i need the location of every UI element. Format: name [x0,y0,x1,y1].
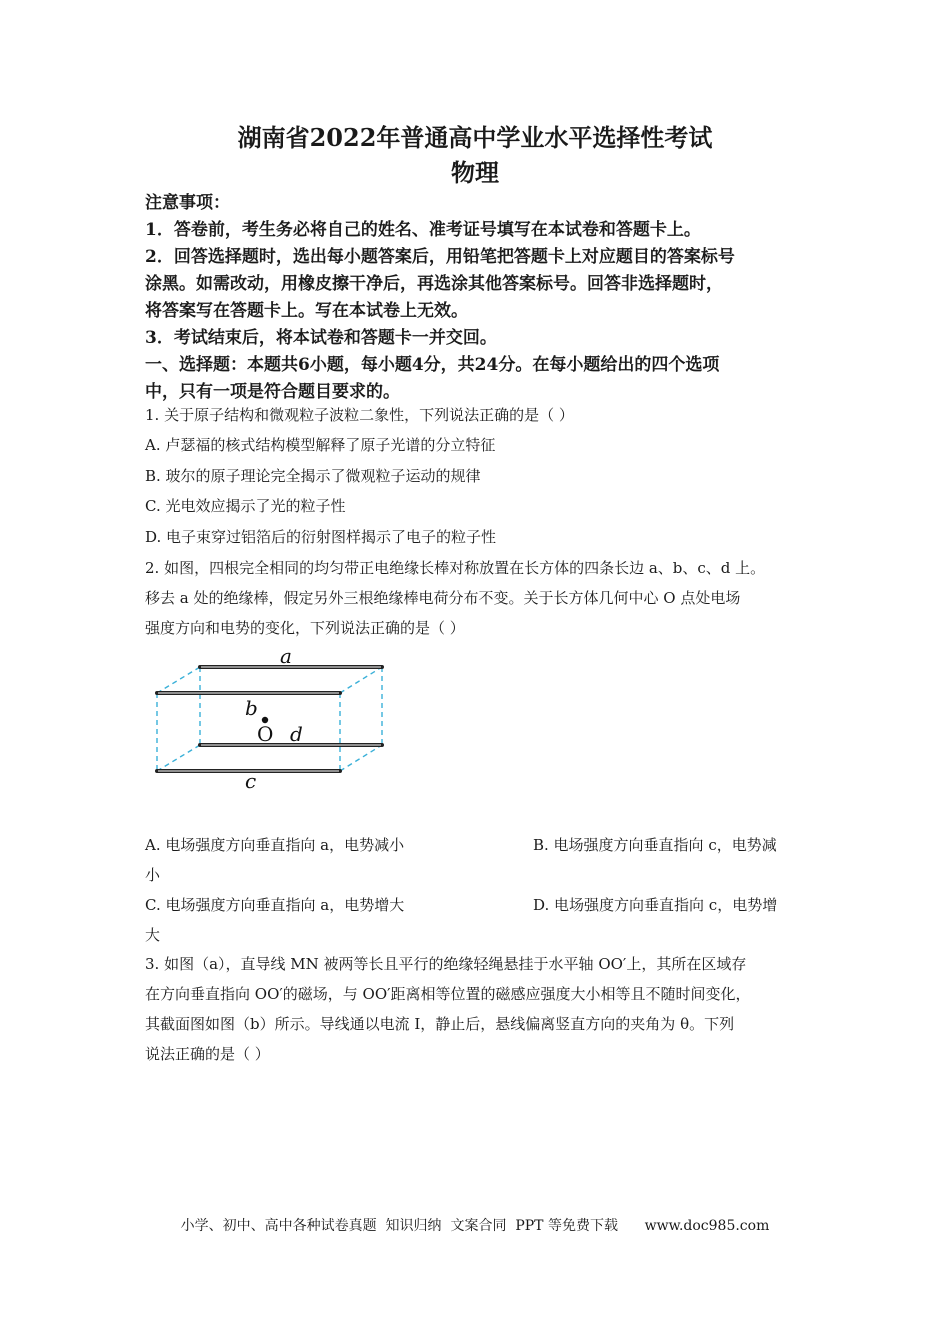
note-3: 3．考试结束后，将本试卷和答题卡一并交回。 [145,328,497,348]
edge-dashed [340,667,382,693]
edge-dashed [157,667,200,693]
label-a: a [280,645,292,668]
q1-stem: 1. 关于原子结构和微观粒子波粒二象性，下列说法正确的是（ ） [145,406,574,424]
section-heading-line-2: 中，只有一项是符合题目要求的。 [145,382,400,402]
q2-stem-line-1: 2. 如图，四根完全相同的均匀带正电绝缘长棒对称放置在长方体的四条长边 a、b、c、d 上。 [145,559,766,577]
q2-option-c: C. 电场强度方向垂直指向 a，电势增大 [145,896,405,914]
q2-option-c-wrap: 大 [145,926,161,944]
exam-title: 湖南省2022年普通高中学业水平选择性考试 [237,123,713,152]
label-O: O [257,722,274,746]
label-b: b [245,696,258,720]
q2-cuboid-figure [145,645,395,805]
notes-heading: 注意事项： [145,193,230,213]
q2-stem-line-3: 强度方向和电势的变化，下列说法正确的是（ ） [145,619,465,637]
q1-option-d: D. 电子束穿过铝箔后的衍射图样揭示了电子的粒子性 [145,528,497,546]
note-2-line-1: 2．回答选择题时，选出每小题答案后，用铅笔把答题卡上对应题目的答案标号 [145,247,735,267]
q3-stem-line-4: 说法正确的是（ ） [145,1045,270,1063]
q2-option-a-wrap: 小 [145,866,161,884]
q3-stem-line-3: 其截面图如图（b）所示。导线通以电流 I，静止后，悬线偏离竖直方向的夹角为 θ。下列 [145,1015,735,1033]
q2-stem-line-2: 移去 a 处的绝缘棒，假定另外三根绝缘棒电荷分布不变。关于长方体几何中心 O 点处电场 [145,589,741,607]
q1-option-b: B. 玻尔的原子理论完全揭示了微观粒子运动的规律 [145,467,481,485]
exam-subject: 物理 [451,158,499,187]
q2-option-b: B. 电场强度方向垂直指向 c，电势减 [533,836,777,854]
q2-option-a: A. 电场强度方向垂直指向 a，电势减小 [145,836,405,854]
label-c: c [245,769,257,793]
edge-dashed [340,745,382,771]
q3-stem-line-1: 3. 如图（a），直导线 MN 被两等长且平行的绝缘轻绳悬挂于水平轴 OO′上，其所在区域存 [145,955,747,973]
edge-dashed [157,745,200,771]
q1-option-c: C. 光电效应揭示了光的粒子性 [145,497,346,515]
note-2-line-2: 涂黑。如需改动，用橡皮擦干净后，再选涂其他答案标号。回答非选择题时， [145,274,723,294]
q2-option-d: D. 电场强度方向垂直指向 c，电势增 [533,896,778,914]
note-1: 1．答卷前，考生务必将自己的姓名、准考证号填写在本试卷和答题卡上。 [145,220,701,240]
q1-option-a: A. 卢瑟福的核式结构模型解释了原子光谱的分立特征 [145,436,496,454]
note-2-line-3: 将答案写在答题卡上。写在本试卷上无效。 [145,301,468,321]
label-d: d [290,722,303,746]
section-heading-line-1: 一、选择题：本题共6小题，每小题4分，共24分。在每小题给出的四个选项 [145,355,720,375]
q3-stem-line-2: 在方向垂直指向 OO′的磁场，与 OO′距离相等位置的磁感应强度大小相等且不随时间变化， [145,985,751,1003]
page-footer: 小学、初中、高中各种试卷真题 知识归纳 文案合同 PPT 等免费下载 www.doc985.com [180,1218,770,1234]
